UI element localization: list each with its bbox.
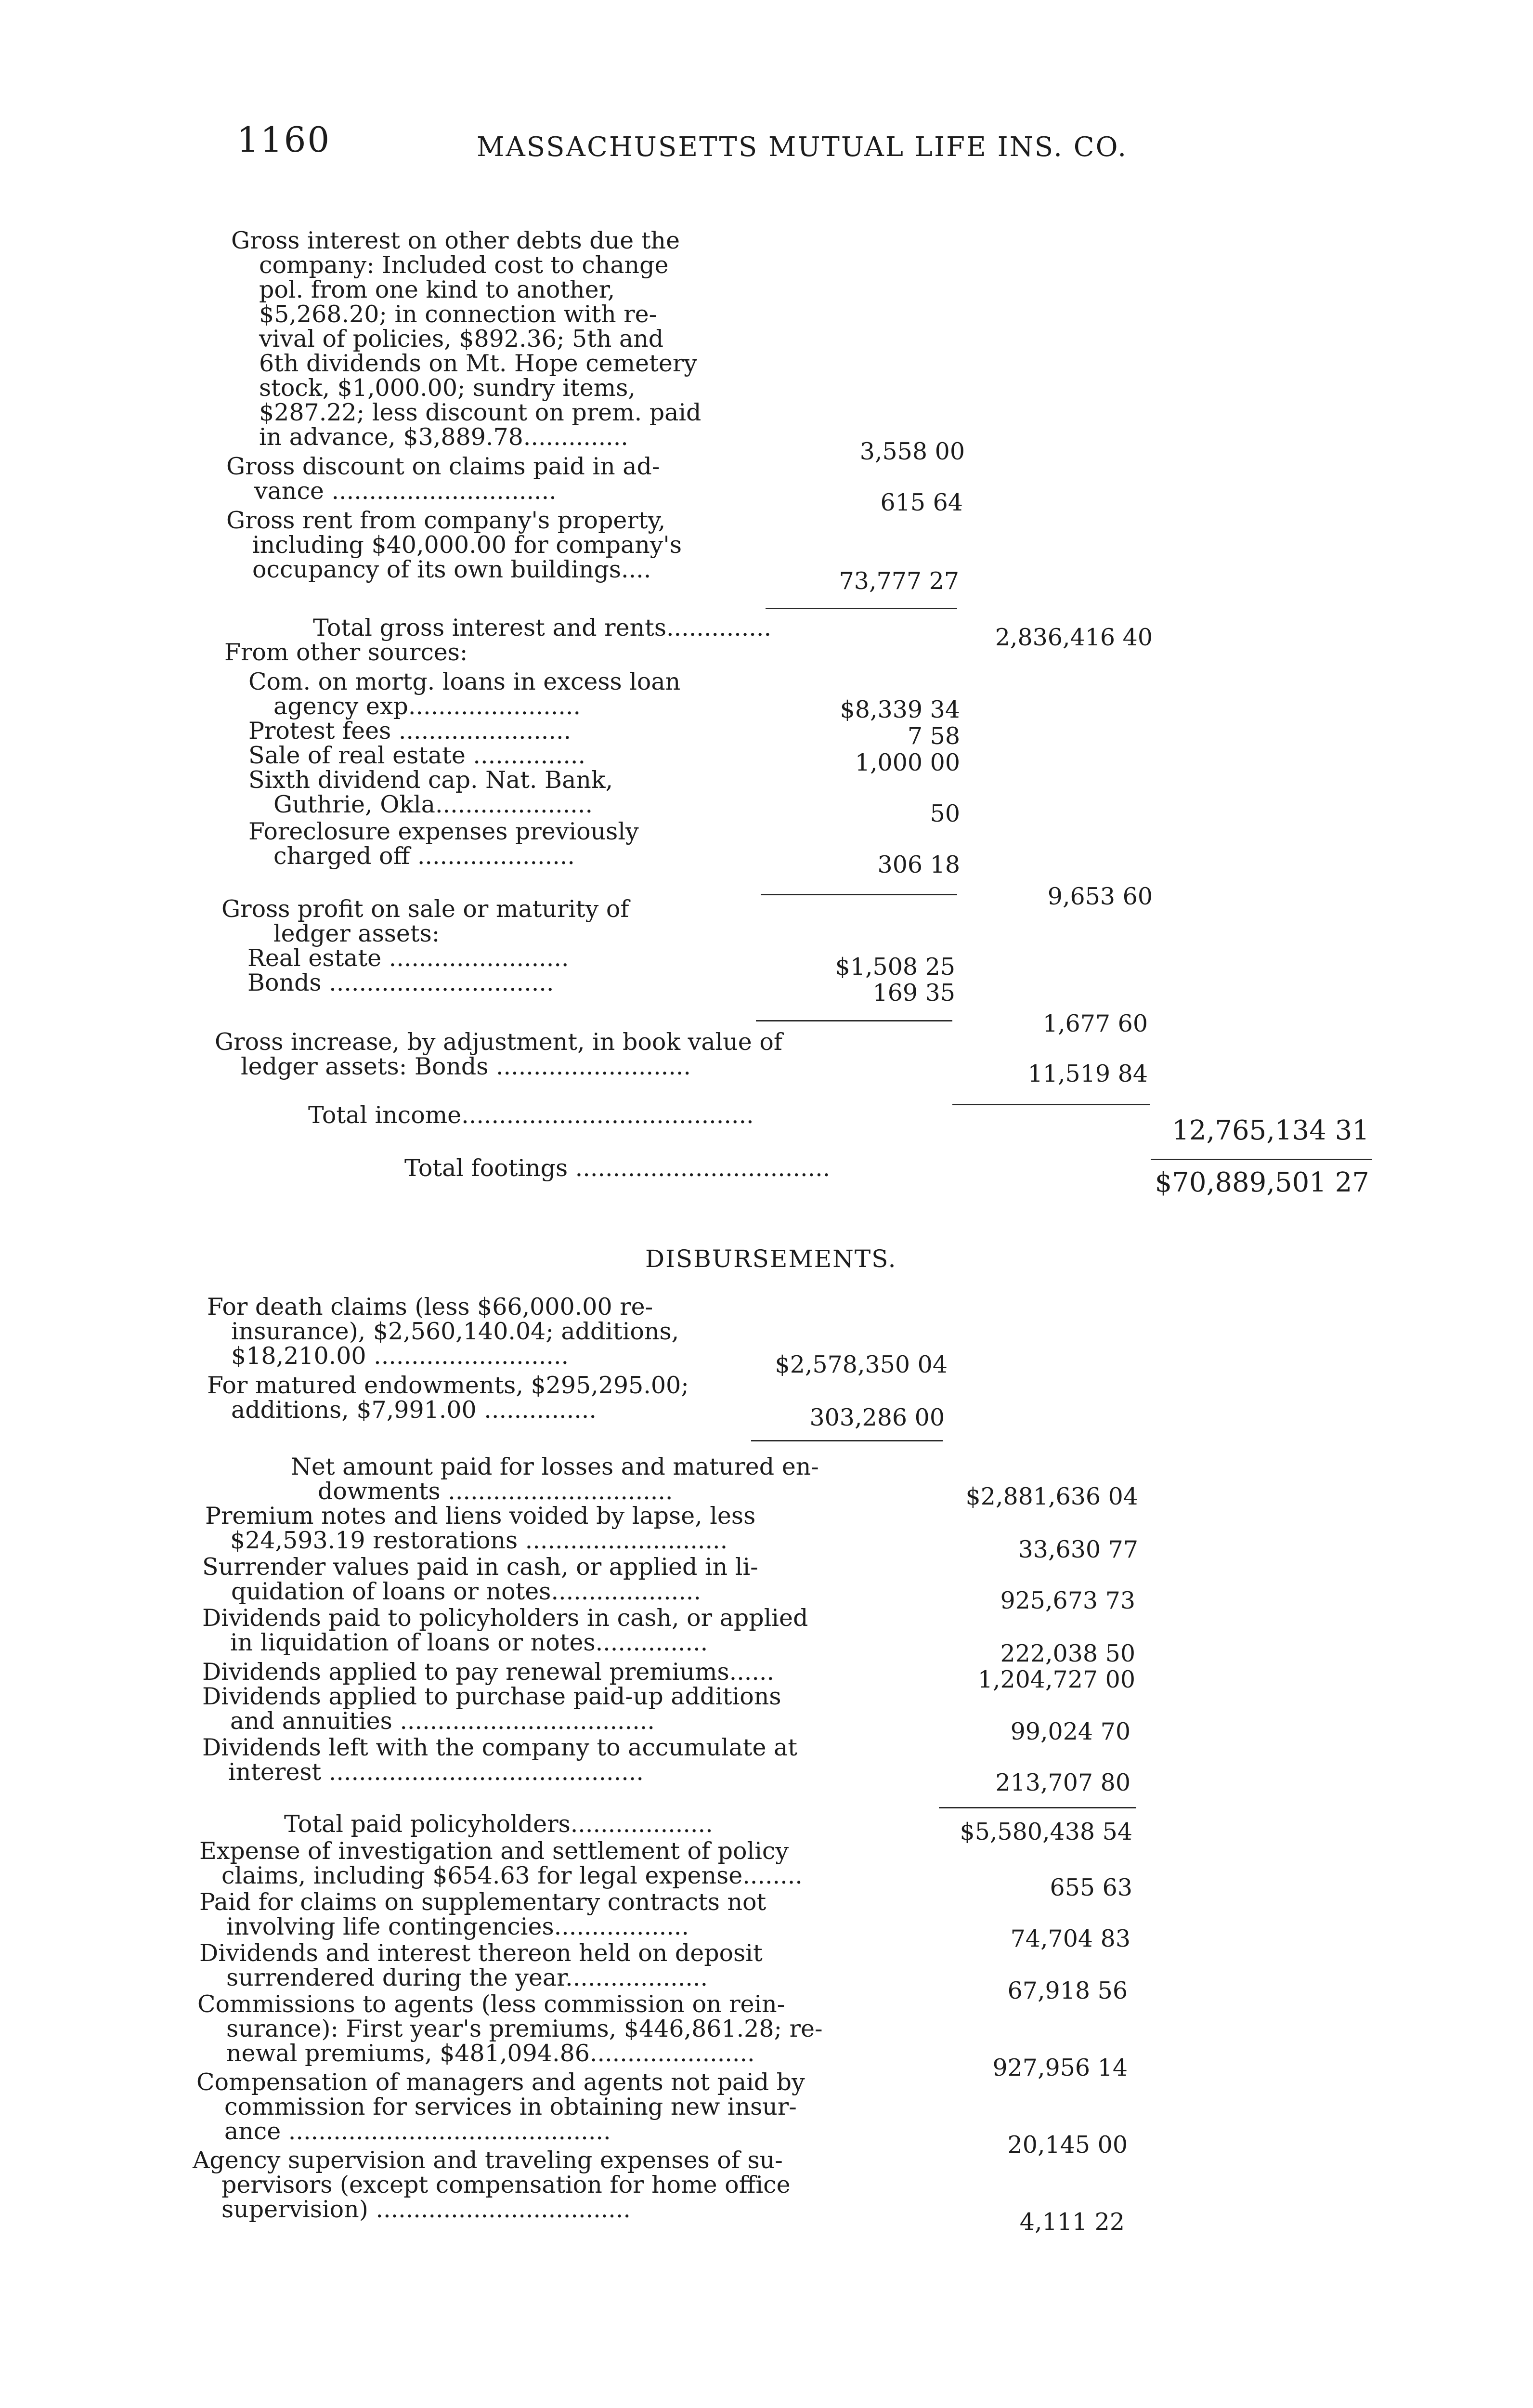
income-line: Gross rent from company's property, [226, 507, 666, 534]
disbursement-line: Agency supervision and traveling expenses of su- [193, 2146, 783, 2174]
disbursement-line: quidation of loans or notes.................... [231, 1578, 701, 1605]
disbursement-line: involving life contingencies.................. [226, 1913, 689, 1940]
disbursement-line: Total paid policyholders................... [284, 1810, 713, 1838]
rule [756, 1020, 952, 1021]
income-line: $5,268.20; in connection with re- [259, 301, 657, 328]
rule [766, 608, 957, 609]
disbursement-line: Paid for claims on supplementary contracts not [199, 1888, 766, 1916]
amount-value: 615 64 [880, 489, 963, 516]
income-line: vance .............................. [254, 477, 557, 505]
income-line: charged off ..................... [273, 842, 575, 870]
rule [1151, 1159, 1372, 1160]
disbursement-line: Dividends left with the company to accumulate at [202, 1734, 797, 1761]
amount-value: $8,339 34 [840, 696, 960, 723]
disbursement-line: Premium notes and liens voided by lapse, less [205, 1502, 756, 1530]
disbursement-line: additions, $7,991.00 ............... [231, 1396, 597, 1424]
income-line: Sale of real estate ............... [248, 742, 586, 769]
disbursement-line: Surrender values paid in cash, or applied in li- [202, 1553, 758, 1581]
disbursement-line: Commissions to agents (less commission on rein- [197, 1990, 785, 2018]
income-line: stock, $1,000.00; sundry items, [259, 374, 636, 402]
disbursement-line: Expense of investigation and settlement of policy [199, 1837, 789, 1865]
amount-value: 303,286 00 [809, 1404, 945, 1431]
disbursement-line: Dividends paid to policyholders in cash, or applied [202, 1604, 808, 1632]
income-line: pol. from one kind to another, [259, 276, 615, 303]
amount-value: 20,145 00 [1007, 2131, 1128, 2159]
income-line: Guthrie, Okla..................... [273, 791, 593, 818]
income-line: Foreclosure expenses previously [248, 818, 639, 845]
amount-value: 1,204,727 00 [977, 1666, 1135, 1693]
amount-value: 655 63 [1050, 1874, 1132, 1901]
rule [751, 1440, 943, 1441]
income-line: Gross discount on claims paid in ad- [226, 453, 660, 480]
income-line: agency exp....................... [273, 693, 581, 720]
income-line: From other sources: [224, 639, 468, 666]
disbursement-line: Net amount paid for losses and matured en- [291, 1453, 819, 1480]
amount-value: 2,836,416 40 [995, 624, 1153, 651]
income-line: Gross profit on sale or maturity of [221, 895, 629, 923]
amount-value: 306 18 [877, 851, 960, 878]
income-line: ledger assets: Bonds .......................... [241, 1053, 691, 1080]
income-line: 6th dividends on Mt. Hope cemetery [259, 350, 697, 377]
amount-value: 50 [930, 800, 960, 827]
disbursement-line: Compensation of managers and agents not paid by [196, 2068, 805, 2096]
disbursement-line: newal premiums, $481,094.86...................... [226, 2040, 755, 2067]
disbursement-line: supervision) .................................. [221, 2196, 631, 2223]
amount-value: $2,881,636 04 [965, 1483, 1138, 1510]
amount-value: 99,024 70 [1010, 1718, 1130, 1745]
amount-value: 1,000 00 [855, 749, 960, 776]
disbursement-line: surrendered during the year................... [226, 1964, 708, 1991]
income-line: Sixth dividend cap. Nat. Bank, [248, 766, 613, 794]
income-line: occupancy of its own buildings.... [252, 556, 651, 583]
income-line: Com. on mortg. loans in excess loan [248, 668, 681, 695]
amount-value: 11,519 84 [1027, 1060, 1148, 1087]
amount-value: 213,707 80 [995, 1769, 1130, 1796]
disbursement-line: Dividends applied to pay renewal premiums...... [202, 1658, 775, 1686]
amount-value: 3,558 00 [859, 438, 965, 465]
rule [761, 894, 957, 895]
amount-value: 1,677 60 [1042, 1010, 1148, 1037]
income-line: Gross increase, by adjustment, in book value of [215, 1028, 782, 1056]
income-line: company: Included cost to change [259, 251, 669, 279]
income-line: Bonds .............................. [247, 969, 554, 996]
disbursement-line: in liquidation of loans or notes............... [230, 1629, 708, 1656]
amount-value: 73,777 27 [839, 567, 959, 595]
amount-value: 33,630 77 [1018, 1536, 1138, 1563]
disbursement-line: For matured endowments, $295,295.00; [207, 1372, 689, 1399]
total-footings-label: Total footings .................................. [404, 1154, 831, 1182]
disbursement-line: insurance), $2,560,140.04; additions, [231, 1318, 679, 1345]
disbursement-line: For death claims (less $66,000.00 re- [207, 1293, 653, 1321]
amount-value: $1,508 25 [835, 953, 955, 981]
amount-value: 74,704 83 [1010, 1925, 1130, 1952]
amount-value: $2,578,350 04 [775, 1351, 948, 1378]
page-title: MASSACHUSETTS MUTUAL LIFE INS. CO. [477, 131, 1128, 163]
amount-value: 4,111 22 [1019, 2208, 1125, 2236]
disbursement-line: dowments .............................. [318, 1478, 673, 1505]
disbursement-line: Dividends and interest thereon held on deposit [199, 1939, 763, 1967]
amount-value: 169 35 [872, 979, 955, 1007]
disbursement-line: Dividends applied to purchase paid-up additions [202, 1683, 781, 1710]
amount-value: 222,038 50 [1000, 1640, 1135, 1667]
disbursement-line: commission for services in obtaining new insur- [224, 2093, 797, 2120]
disbursement-line: claims, including $654.63 for legal expense........ [221, 1862, 803, 1889]
total-income-value: 12,765,134 31 [1172, 1115, 1369, 1146]
amount-value: 927,956 14 [992, 2054, 1128, 2081]
income-line: vival of policies, $892.36; 5th and [259, 325, 664, 353]
disbursement-line: and annuities .................................. [230, 1707, 655, 1735]
page-number: 1160 [237, 119, 331, 160]
rule [939, 1807, 1136, 1808]
section-heading: DISBURSEMENTS. [645, 1245, 897, 1273]
income-line: Protest fees ....................... [248, 717, 572, 745]
amount-value: 925,673 73 [1000, 1587, 1135, 1614]
income-line: including $40,000.00 for company's [252, 531, 682, 559]
disbursement-line: ance ........................................... [224, 2118, 611, 2145]
total-footings-value: $70,889,501 27 [1155, 1167, 1369, 1198]
disbursement-line: interest .......................................... [228, 1758, 644, 1786]
income-line: $287.22; less discount on prem. paid [259, 399, 702, 426]
income-line: ledger assets: [273, 920, 440, 947]
income-line: in advance, $3,889.78.............. [259, 423, 628, 451]
income-line: Total gross interest and rents.............. [313, 614, 772, 641]
disbursement-line: pervisors (except compensation for home office [221, 2171, 791, 2199]
disbursement-line: $18,210.00 .......................... [231, 1342, 569, 1370]
amount-value: 9,653 60 [1047, 883, 1153, 910]
disbursement-line: $24,593.19 restorations ........................... [230, 1527, 728, 1554]
rule [952, 1104, 1150, 1105]
income-line: Real estate ........................ [247, 944, 569, 972]
disbursement-line: surance): First year's premiums, $446,861.28; re- [226, 2015, 823, 2042]
amount-value: 67,918 56 [1007, 1977, 1128, 2004]
amount-value: $5,580,438 54 [960, 1818, 1132, 1845]
income-line: Gross interest on other debts due the [231, 227, 680, 254]
total-income-label: Total income....................................... [308, 1101, 754, 1129]
amount-value: 7 58 [907, 722, 960, 750]
